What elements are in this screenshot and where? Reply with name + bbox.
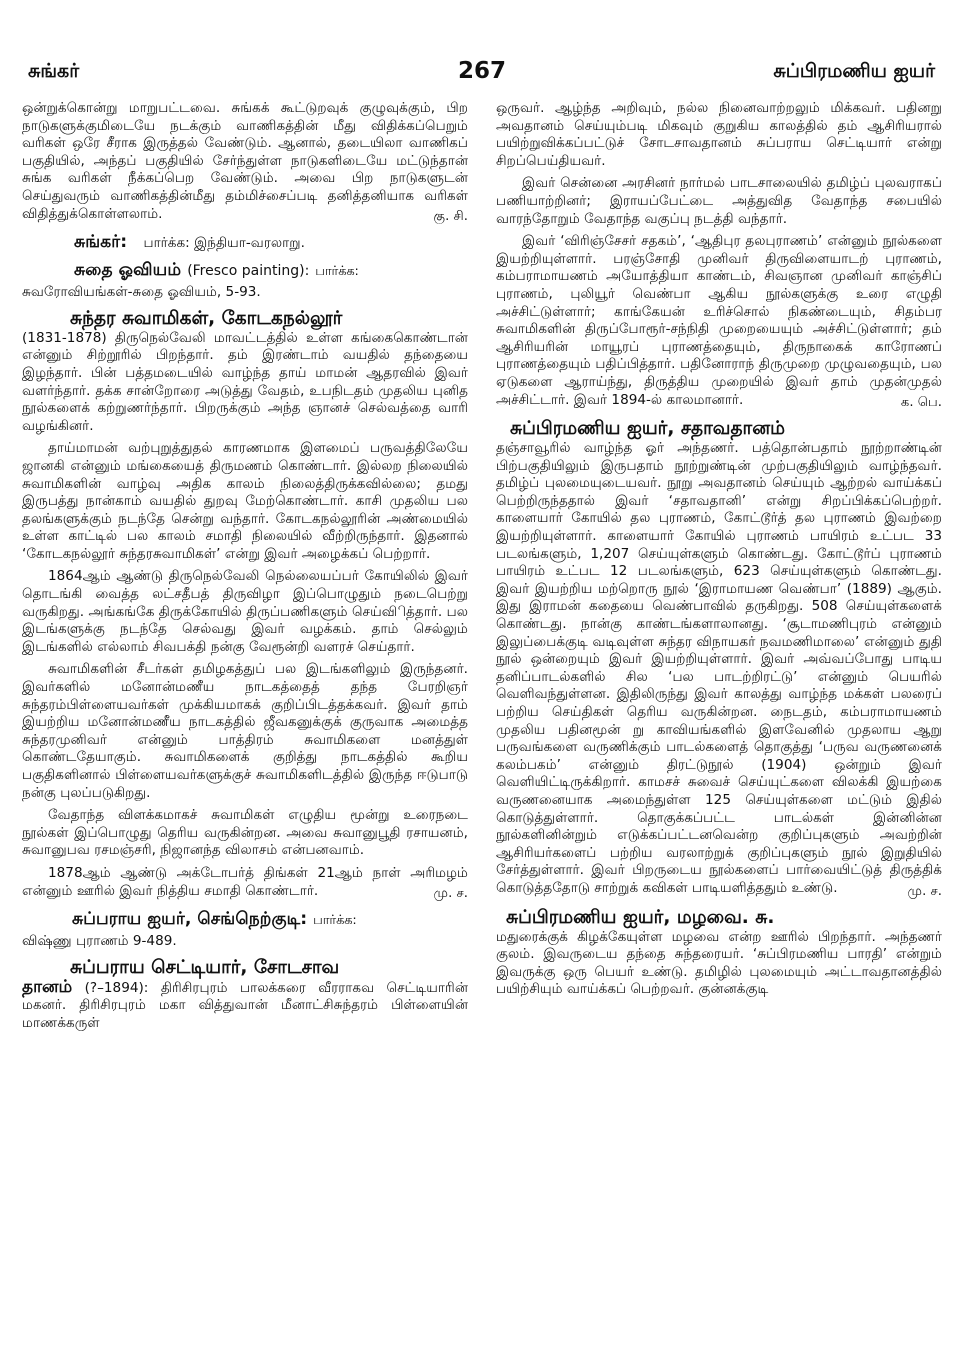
paragraph: 1864ஆம் ஆண்டு திருநெல்வேலி நெல்லையப்பர் கோயிலில் இவர் தொடங்கி வைத்த லட்சதீபத் திருவிழா இப்பொழுதும் நடைபெற்று வருகிறது. அங்கங்கே திருக்கோயில் திருப்பணிகளும் செய்விித்தார். பல இடங்களுக்கு நடந்தே செல்வது இவர் வழக்கம். தாம் செல்லும் இடங்களில் எல்லாம் சிவபக்தி நன்கு வேரூன்றி வளரச் செய்தார். <box>22 568 468 655</box>
running-head-left: சுங்கர் <box>28 60 80 82</box>
see-label: பார்க்க: <box>315 264 359 280</box>
paragraph: இவர் ‘விரிஞ்சேசர் சதகம்’, ‘ஆதிபுர தலபுராணம்’ என்னும் நூல்களை இயற்றியுள்ளார். பரஞ்சோதி முனிவர் திருவிளையாடற் புராணம், கம்பராமாயணம் அயோத்தியா காண்டம், சிவஞான முனிவர் காஞ்சிப் புராணம், புலியூர் வெண்பா ஆகிய நூல்களுக்கு உரை எழுதி அச்சிட்டுள்ளார்; காங்கேயன் உரிச்சொல் நிகண்டையும், சிதம்பர சுவாமிகளின் திருப்போரூர்-சந்நிதி முறையையும் அச்சிட்டுள்ளார்; தம் ஆசிரியரின் மாயூரப் புராணத்தையும், திருநாகைக் காரோணப் புராணத்தையும் பதிப்பித்தார். பதினோராந் திருமுறை முழுவதையும், பல ஏடுகளை ஆராய்ந்து, திருத்திய முறையில் இவர் தாம் முதன்முதல் அச்சிட்டார். இவர் 1894-ல் காலமானார். <box>496 233 942 408</box>
entry-title: சுதை ஓவியம் <box>74 260 182 281</box>
entry-title-continued: தானம் <box>22 976 73 997</box>
running-head-right: சுப்பிரமணிய ஐயர் <box>773 60 935 82</box>
paragraph: ஒருவர். ஆழ்ந்த அறிவும், நல்ல நினைவாற்றலும் மிக்கவர். பதினறு அவதானம் செய்யும்படி மிகவும் குறுகிய காலத்தில் தம் ஆசிரியரால் பயிற்றுவிக்கப்பட்டுச் சோடசாவதானம் சுப்பராய செட்டியார் என்று சிறப்பெய்தியவர். <box>496 100 942 169</box>
cross-reference: பார்க்க: இந்தியா-வரலாறு. <box>143 235 305 252</box>
entry-english-term: (Fresco painting): <box>187 263 310 280</box>
left-column <box>22 100 468 1350</box>
paragraph: தாய்மாமன் வற்புறுத்துதல் காரணமாக இளமைப் பருவத்திலேயே ஜானகி என்னும் மங்கையைத் திருமணம் கொண்டார். இல்லற நிலையில் சுவாமிகளின் வாழ்வு அதிக காலம் நிலைத்திருக்கவில்லை; தமது இருபத்து நான்காம் வயதில் துறவு மேற்கொண்டார். காசி முதலிய பல தலங்களுக்கும் நடந்தே சென்று வந்தார். கோடகநல்லூரின் அண்மையில் உள்ள காட்டில் பல காலம் சமாதி நிலையில் வீற்றிருந்தார். இதனால் ‘கோடகநல்லூர் சுந்தரசுவாமிகள்’ என்று இவர் அழைக்கப் பெற்றார். <box>22 440 468 562</box>
signature-text: கு. சி. <box>433 209 468 225</box>
entry-title: சுப்பிரமணிய ஐயர், சதாவதானம் <box>510 418 786 440</box>
paragraph: (1831-1878) திருநெல்வேலி மாவட்டத்தில் உள்ள கங்கைகொண்டான் என்னும் சிற்றூரில் பிறந்தார். தம் இரண்டாம் வயதில் தந்தையை இழந்தார். பின் பத்தமடையில் வாழ்ந்த தாய் மாமன் ஆதரவில் இவர் வளர்ந்தார். தக்க சான்றோரை அடுத்து வேதம், உபநிடதம் முதலிய புனித நூல்களைக் கற்றுணர்ந்தார். பிறருக்கும் அந்த ஞானச் செல்வத்தை வாரி வழங்கினர். <box>22 329 468 434</box>
entry-sungar <box>22 231 468 253</box>
paragraph: இவர் சென்னை அரசினர் நார்மல் பாடசாலையில் தமிழ்ப் புலவராகப் பணியாற்றினர்; இராயப்பேட்டை அத்துவித வேதாந்த சபையில் வாரந்தோறும் வேதாந்த வகுப்பு நடத்தி வந்தார். <box>496 175 942 227</box>
see-label: பார்க்க: <box>313 913 357 929</box>
signature-text: மு. ச. <box>433 886 468 902</box>
paragraph <box>22 976 468 1033</box>
signature-text: மு. ச. <box>907 883 942 899</box>
page-header <box>0 0 967 96</box>
paragraph: தஞ்சாவூரில் வாழ்ந்த ஓர் அந்தணர். பத்தொன்பதாம் நூற்றாண்டின் பிற்பகுதியிலும் இருபதாம் நூற்றுண்டின் முற்பகுதியிலும் வாழ்ந்தவர். தமிழ்ப் புலமையுடையவர். நூறு அவதானம் செய்யும் ஆற்றல் வாய்க்கப் பெற்றிருந்ததால் இவர் ‘சதாவதானி’ என்று சிறப்பிக்கப்பெற்றர். காளையார் கோயில் தல புராணம், கோட்டூர்த் தல புராணம் இவற்றை இயற்றியுள்ளார். காளையார் கோயில் புராணம் பாயிரம் உட்பட 33 படலங்களும், 1,207 செய்யுள்களும் கொண்டது. கோட்டூர்ப் புராணம் பாயிரம் உட்பட 12 படலங்களும், 623 செய்யுள்களும் கொண்டது. இவர் இயற்றிய மற்றொரு நூல் ‘இராமாயண வெண்பா’ (1889) ஆகும். இது இராமன் கதையை வெண்பாவில் தருகிறது. 508 செய்யுள்களைக் கொண்டது. நான்கு காண்டங்களாலானது. ‘சூடாமணிபுரம் என்னும் இலுப்பைக்குடி வடிவுள்ள சுந்தர விநாயகர் நவமணிமாலை’ என்னும் துதி நூல் ஒன்றையும் இவர் இயற்றியுள்ளார். இவர் அவ்வப்போது பாடிய தனிப்பாடல்களில் சில ‘பல பாடற்றிரட்டு’ என்னும் பெயரில் வெளிவந்துள்ளன. இதிலிருந்து இவர் காலத்து வாழ்ந்த மக்கள் பலரைப் பற்றிய செய்திகள் தெரிய வருகின்றன. நைடதம், கம்பராமாயணம் முதலிய பதினமூன் று காவியங்களில் இளவேனில் முதலாய ஆறு பருவங்களை வருணிக்கும் பாடல்களைத் தொகுத்து ‘பருவ வருணனைக் கலம்பகம்’ என்னும் திரட்டுநூல் (1904) ஒன்றும் இவர் வெளியிட்டிருக்கிறார். காமசச் சுவைச் செய்யுட்களை விலக்கி இயற்கை வருணனையாக அமைந்துள்ள 125 செய்யுள்களை மட்டும் இதில் கொடுத்துள்ளார். தொகுக்கப்பட்ட பாடல்கள் இன்னின்ன நூல்களினின்றும் எடுக்கப்பட்டனவென்ற குறிப்புகளும் அவற்றின் ஆசிரியர்களைப் பற்றிய வரலாற்றுக் குறிப்புகளும் நூல் இறுதியில் சேர்த்துள்ளார். இவர் பிறருடைய நூல்களைப் பார்வையிட்டுத் திருத்திக் கொடுத்ததோடு சாற்றுக் கவிகள் பாடியளித்ததும் உண்டு. <box>496 440 942 896</box>
paragraph: 1878ஆம் ஆண்டு அக்டோபர்த் திங்கள் 21ஆம் நாள் அரிமழம் என்னும் ஊரில் இவர் நித்திய சமாதி கொண்டார். <box>22 864 468 899</box>
entry-title: சுப்பிரமணிய ஐயர், மழவை. சு. <box>506 906 775 928</box>
entry-title: சுந்தர சுவாமிகள், கோடகநல்லூர் <box>70 307 343 329</box>
page-number: 267 <box>458 58 507 84</box>
entry-fresco <box>74 259 468 283</box>
paragraph: சுவாமிகளின் சீடர்கள் தமிழகத்துப் பல இடங்களிலும் இருந்தனர். இவர்களில் மனோன்மணீய நாடகத்தைத் தந்த பேரறிஞர் சுந்தரம்பிள்ளையவர்கள் முக்கியமாகக் குறிப்பிடத்தக்கவர். இவர் தாம் இயற்றிய மனோன்மணீய நாடகத்தில் ஜீவகனுக்குக் குருவாக அமைத்த சுந்தரமுனிவர் என்னும் பாத்திரம் சுவாமிகளை மனத்துள் கொண்டதேயாகும். சுவாமிகளைக் குறித்து நாடகத்தில் கூறிய பகுதிகளினால் பிள்ளையவர்களுக்குச் சுவாமிகளிடத்தில் இருந்த ஈடுபாடு நன்கு புலப்படுகிறது. <box>22 661 468 801</box>
paragraph: ஒன்றுக்கொன்று மாறுபட்டவை. சுங்கக் கூட்டுறவுக் குழுவுக்கும், பிற நாடுகளுக்குமிடையே நடக்கும் வாணிகத்தின் மீது விதிக்கப்பெறும் வரிகள் ஒரே சீராக இருத்தல் வேண்டும். ஆனால், தடையிலா வாணிகப் பகுதியில், அந்தப் பகுதியில் சேர்ந்துள்ள நாடுகளிடையே மட்டுந்தான் சுங்க வரிகள் நீக்கப்பெற வேண்டும். அவை பிற நாடுகளுடன் செய்துவரும் வாணிகத்தின்மீது தம்மிச்சைப்படி தனித்தனியாக வரிகள் விதித்துக்கொள்ளலாம். <box>22 100 468 222</box>
cross-reference: விஷ்ணு புராணம் 9-489. <box>22 933 177 950</box>
entry-dates: (?–1894): <box>84 979 149 996</box>
entry-subbaraya-iyer <box>72 908 468 932</box>
entry-title: சுப்பராய செட்டியார், சோடசாவ <box>70 956 340 978</box>
entry-title: சுங்கர்: <box>74 232 128 253</box>
paragraph: வேதாந்த விளக்கமாகச் சுவாமிகள் எழுதிய மூன்று உரைநடை நூல்கள் இப்பொழுது தெரிய வருகின்றன. அவை சுவானுபூதி ரசாயனம், சுவானுபவ ரசமஞ்சரி, நிஜானந்த விலாசம் என்பனவாம். <box>22 807 468 859</box>
paragraph-text: திரிசிரபுரம் பாலக்கரை வீரராகவ செட்டியாரின் மகனர். திரிசிரபுரம் மகா வித்துவான் மீனாட்சிசுந்தரம் பிள்ளையின் மாணக்கருள் <box>22 979 468 1031</box>
paragraph: மதுரைக்குக் கிழக்கேயுள்ள மழவை என்ற ஊரில் பிறந்தார். அந்தணர் குலம். இவருடைய தந்தை சுந்தரையர். ‘சுப்பிரமணிய பாரதி’ என்றும் இவருக்கு ஒரு பெயர் உண்டு. தமிழில் புலமையும் அட்டாவதானத்தில் பயிற்சியும் வாய்க்கப் பெற்றவர். குன்னக்குடி <box>496 928 942 998</box>
cross-reference: சுவரோவியங்கள்-சுதை ஓவியம், 5-93. <box>22 284 261 301</box>
entry-title: சுப்பராய ஐயர், செங்நெற்குடி: <box>72 909 308 930</box>
right-column <box>496 100 942 1350</box>
signature-text: க. பெ. <box>900 395 942 411</box>
